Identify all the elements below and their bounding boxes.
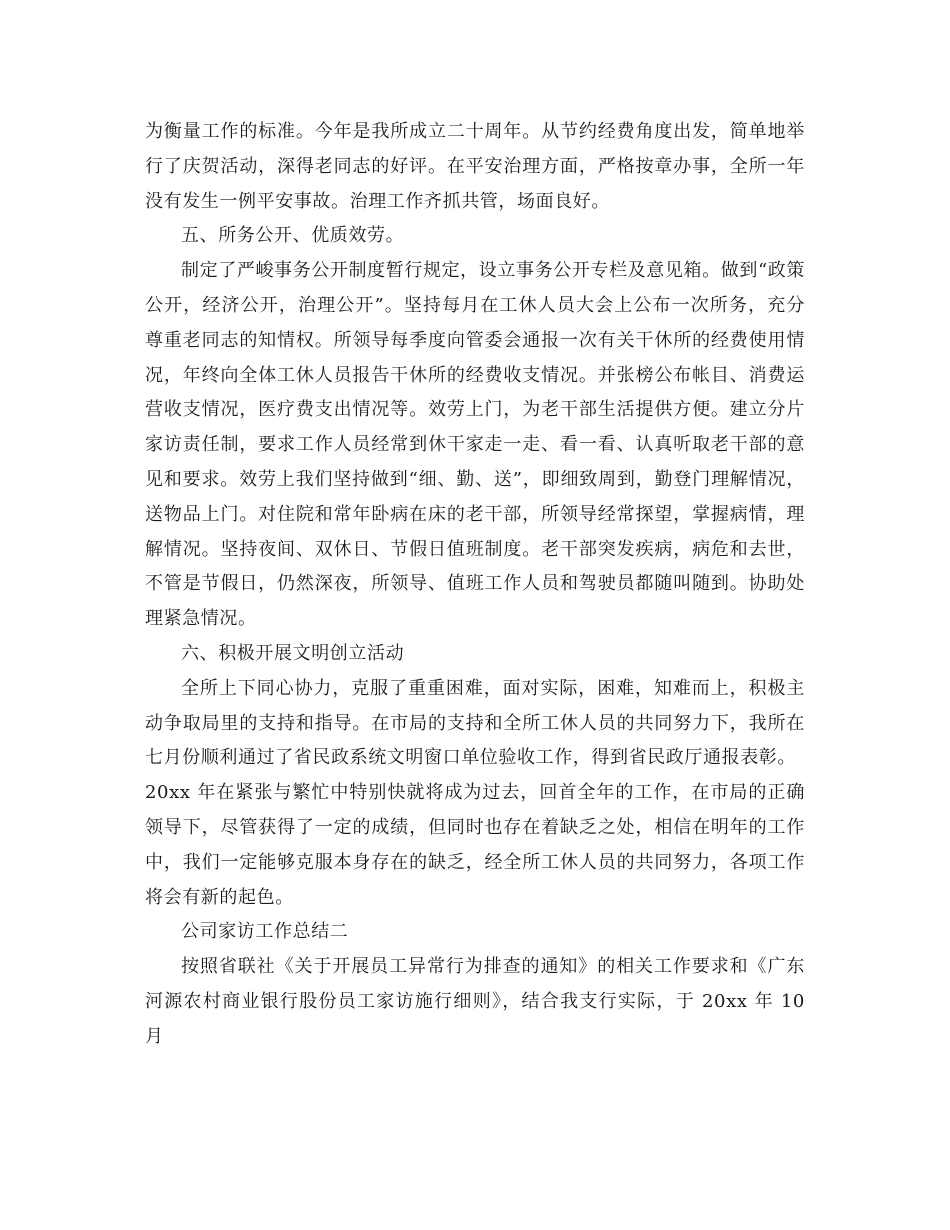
paragraph-continued-1: 为衡量工作的标准。今年是我所成立二十周年。从节约经费角度出发，简单地举行了庆贺活动，深得老同志的好评。在平安治理方面，严格按章办事，全所一年没有发生一例平安事故。治理工作齐抓共管，场面良好。: [145, 121, 805, 212]
document-subtitle-two: 公司家访工作总结二: [181, 921, 349, 943]
paragraph-civilization: 全所上下同心协力，克服了重重困难，面对实际，困难，知难而上，积极主动争取局里的支持和指导。在市局的支持和全所工休人员的共同努力下，我所在七月份顺利通过了省民政系统文明窗口单位验收工作，得到省民政厅通报表彰。: [145, 677, 805, 769]
section-heading-5: 五、所务公开、优质效劳。: [181, 225, 405, 247]
paragraph-disclosure: 制定了严峻事务公开制度暂行规定，设立事务公开专栏及意见箱。做到“政策公开，经济公开，治理公开”。坚持每月在工休人员大会上公布一次所务，充分尊重老同志的知情权。所领导每季度向管委会通报一次有关干休所的经费使用情况，年终向全体工休人员报告干休所的经费收支情况。并张榜公布帐目、消费运营收支情况，医疗费支出情况等。效劳上门，为老干部生活提供方便。建立分片家访责任制，要求工作人员经常到休干家走一走、看一看、认真听取老干部的意见和要求。效劳上我们坚持做到“细、勤、送”，即细致周到，勤登门理解情况，送物品上门。对住院和常年卧病在床的老干部，所领导经常探望，掌握病情，理解情况。坚持夜间、双休日、节假日值班制度。老干部突发疾病，病危和去世，不管是节假日，仍然深夜，所领导、值班工作人员和驾驶员都随叫随到。协助处理紧急情况。: [145, 260, 805, 630]
paragraph-home-visit: 按照省联社《关于开展员工异常行为排查的通知》的相关工作要求和《广东河源农村商业银行股份员工家访施行细则》，结合我支行实际，于 20xx 年 10 月: [145, 956, 805, 1047]
document-body: [145, 115, 805, 1055]
section-heading-6: 六、积极开展文明创立活动: [181, 642, 405, 664]
paragraph-summary: 20xx 年在紧张与繁忙中特别快就将成为过去，回首全年的工作，在市局的正确领导下，尽管获得了一定的成绩，但同时也存在着缺乏之处，相信在明年的工作中，我们一定能够克服本身存在的缺乏，经全所工休人员的共同努力，各项工作将会有新的起色。: [145, 782, 805, 908]
